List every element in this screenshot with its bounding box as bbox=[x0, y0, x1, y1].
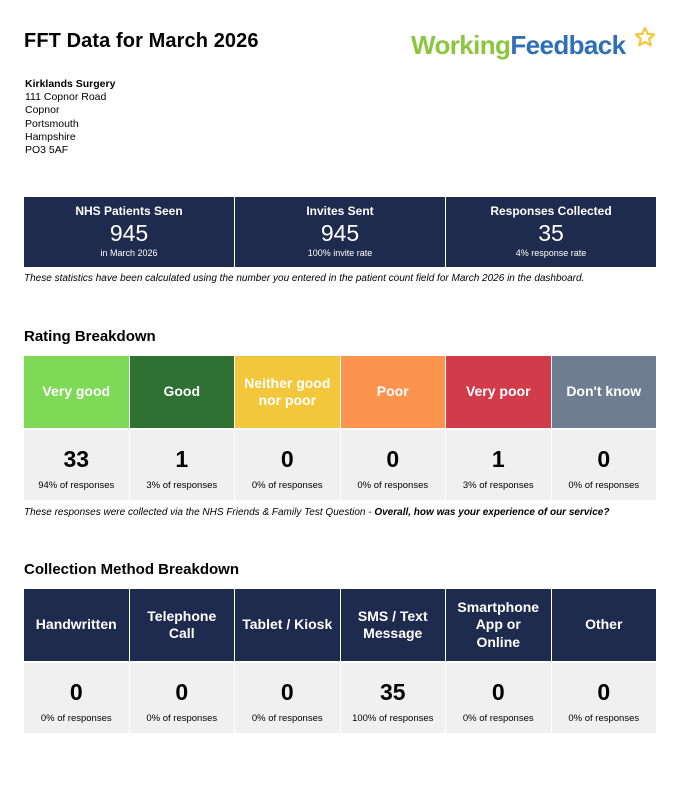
collection-count: 0 bbox=[491, 679, 505, 705]
collection-body bbox=[552, 663, 657, 733]
stat-sub: 100% invite rate bbox=[307, 248, 373, 258]
collection-count: 35 bbox=[379, 679, 406, 705]
rating-dont-know bbox=[552, 356, 657, 500]
collection-label: Other bbox=[552, 589, 657, 661]
rating-body bbox=[130, 430, 235, 500]
rating-percent: 0% of responses bbox=[568, 480, 640, 491]
collection-heading: Collection Method Breakdown bbox=[24, 561, 240, 578]
collection-count: 0 bbox=[597, 679, 611, 705]
stat-label: Responses Collected bbox=[490, 204, 612, 218]
collection-grid bbox=[24, 589, 656, 733]
collection-percent: 0% of responses bbox=[251, 713, 323, 724]
collection-body bbox=[341, 663, 446, 733]
rating-count: 0 bbox=[386, 446, 400, 472]
logo-text-working: Working bbox=[411, 30, 511, 60]
rating-note bbox=[24, 507, 609, 518]
collection-tablet-kiosk bbox=[235, 589, 341, 733]
rating-very-good bbox=[24, 356, 130, 500]
practice-address bbox=[25, 78, 115, 157]
logo-text-feedback: Feedback bbox=[510, 30, 626, 60]
rating-label: Very good bbox=[24, 356, 129, 428]
stats-note: These statistics have been calculated using the number you entered in the patient count field for March 2026 in the dashboard. bbox=[24, 273, 585, 284]
rating-body bbox=[235, 430, 340, 500]
stat-value: 945 bbox=[109, 220, 149, 246]
rating-label: Good bbox=[130, 356, 235, 428]
stat-sub: 4% response rate bbox=[515, 248, 587, 258]
collection-label: Telephone Call bbox=[130, 589, 235, 661]
rating-percent: 0% of responses bbox=[357, 480, 429, 491]
collection-body bbox=[446, 663, 551, 733]
star-icon bbox=[634, 26, 656, 48]
rating-label: Very poor bbox=[446, 356, 551, 428]
working-feedback-logo bbox=[411, 26, 661, 66]
rating-percent: 0% of responses bbox=[251, 480, 323, 491]
collection-count: 0 bbox=[175, 679, 189, 705]
rating-count: 33 bbox=[63, 446, 90, 472]
collection-label: SMS / Text Message bbox=[341, 589, 446, 661]
rating-good bbox=[130, 356, 236, 500]
collection-telephone bbox=[130, 589, 236, 733]
collection-handwritten bbox=[24, 589, 130, 733]
rating-label: Neither good nor poor bbox=[235, 356, 340, 428]
rating-label: Don't know bbox=[552, 356, 657, 428]
collection-percent: 0% of responses bbox=[40, 713, 112, 724]
collection-body bbox=[235, 663, 340, 733]
practice-name: Kirklands Surgery bbox=[25, 78, 116, 90]
rating-percent: 3% of responses bbox=[146, 480, 218, 491]
collection-smartphone-online bbox=[446, 589, 552, 733]
rating-poor bbox=[341, 356, 447, 500]
rating-note-prefix: These responses were collected via the NHS Friends & Family Test Question - bbox=[24, 507, 375, 518]
stat-responses-collected bbox=[446, 197, 656, 267]
rating-body bbox=[341, 430, 446, 500]
address-line: Hampshire bbox=[25, 130, 76, 143]
address-line: Copnor bbox=[25, 104, 60, 117]
rating-neither bbox=[235, 356, 341, 500]
rating-body bbox=[446, 430, 551, 500]
collection-sms bbox=[341, 589, 447, 733]
collection-count: 0 bbox=[69, 679, 83, 705]
rating-body bbox=[552, 430, 657, 500]
rating-body bbox=[24, 430, 129, 500]
rating-very-poor bbox=[446, 356, 552, 500]
rating-count: 1 bbox=[175, 446, 189, 472]
rating-percent: 94% of responses bbox=[38, 480, 115, 491]
stat-value: 945 bbox=[320, 220, 360, 246]
collection-body bbox=[130, 663, 235, 733]
collection-other bbox=[552, 589, 657, 733]
collection-percent: 0% of responses bbox=[462, 713, 534, 724]
address-line: 111 Copnor Road bbox=[25, 91, 107, 104]
rating-grid bbox=[24, 356, 656, 500]
address-line: PO3 5AF bbox=[25, 144, 69, 157]
rating-count: 1 bbox=[491, 446, 505, 472]
collection-count: 0 bbox=[280, 679, 294, 705]
collection-label: Smartphone App or Online bbox=[446, 589, 551, 661]
collection-percent: 0% of responses bbox=[146, 713, 218, 724]
rating-count: 0 bbox=[597, 446, 611, 472]
collection-body bbox=[24, 663, 129, 733]
stat-value: 35 bbox=[538, 220, 564, 246]
rating-label: Poor bbox=[341, 356, 446, 428]
rating-heading: Rating Breakdown bbox=[24, 328, 156, 345]
stat-label: Invites Sent bbox=[306, 204, 374, 218]
stat-label: NHS Patients Seen bbox=[75, 204, 183, 218]
stat-invites-sent bbox=[235, 197, 446, 267]
collection-label: Tablet / Kiosk bbox=[235, 589, 340, 661]
rating-count: 0 bbox=[280, 446, 294, 472]
address-line: Portsmouth bbox=[25, 117, 79, 130]
collection-label: Handwritten bbox=[24, 589, 129, 661]
collection-percent: 100% of responses bbox=[352, 713, 434, 724]
collection-percent: 0% of responses bbox=[568, 713, 640, 724]
rating-note-question: Overall, how was your experience of our service? bbox=[374, 507, 610, 518]
page-title: FFT Data for March 2026 bbox=[24, 30, 259, 52]
stat-sub: in March 2026 bbox=[100, 248, 158, 258]
summary-stats bbox=[24, 197, 656, 267]
stat-patients-seen bbox=[24, 197, 235, 267]
rating-percent: 3% of responses bbox=[462, 480, 534, 491]
